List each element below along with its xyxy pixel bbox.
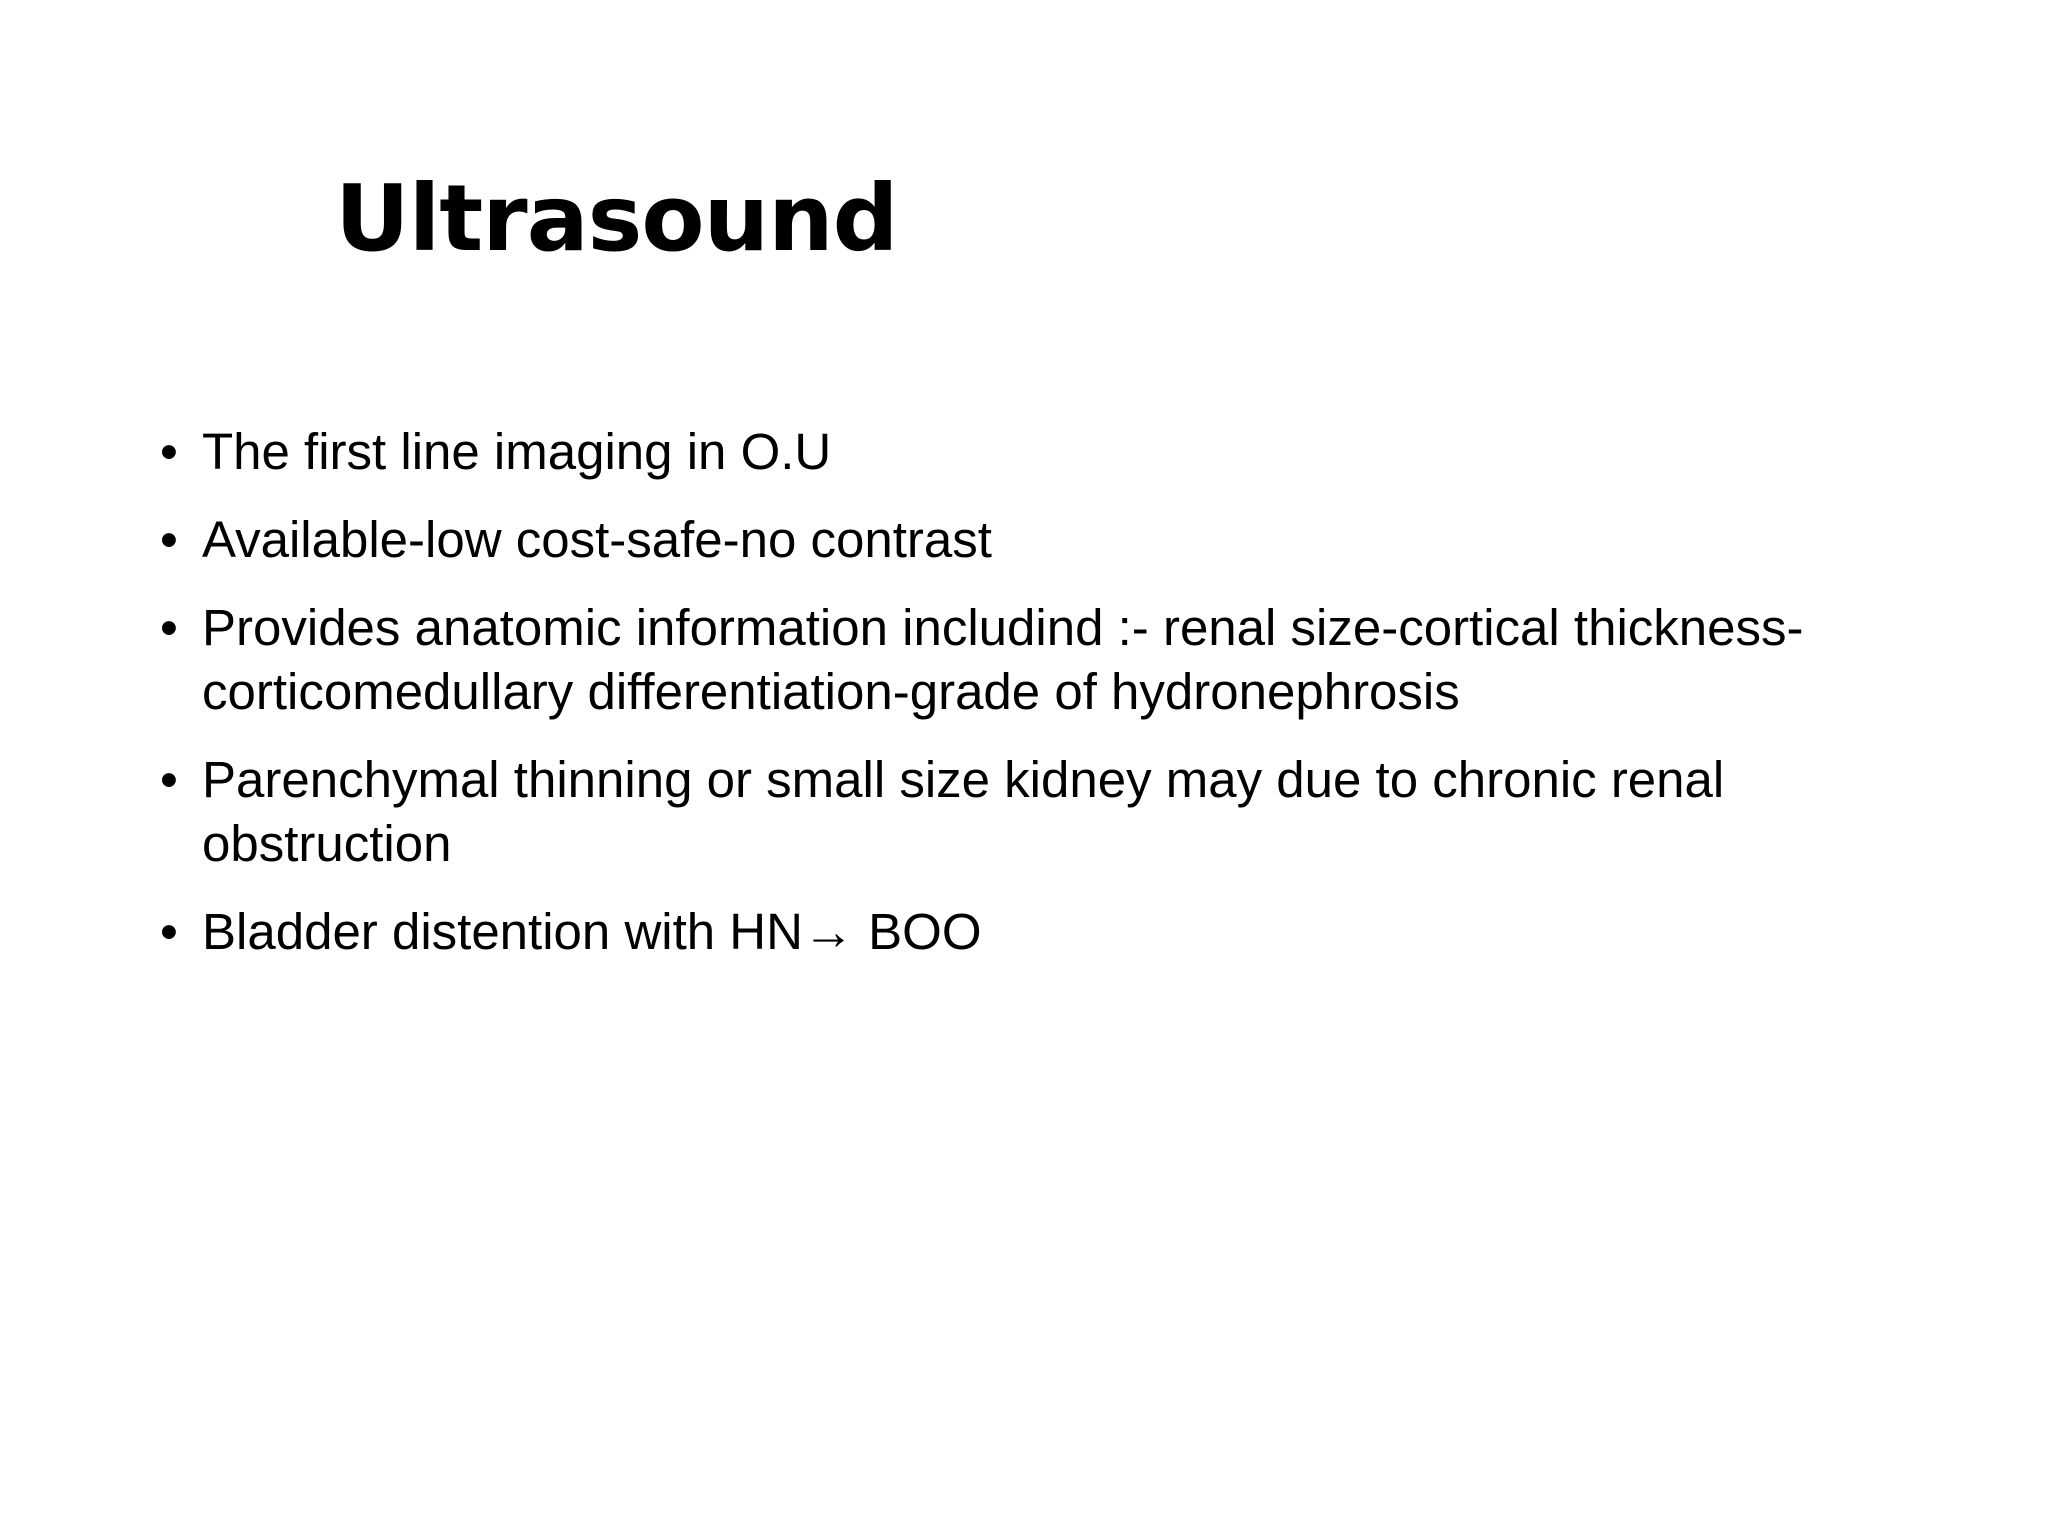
bullet-list bbox=[160, 420, 1950, 988]
bullet-text: Parenchymal thinning or small size kidney may due to chronic renal obstruction bbox=[202, 751, 1725, 872]
bullet-item bbox=[160, 596, 1950, 724]
bullet-icon: • bbox=[160, 511, 178, 568]
bullet-item bbox=[160, 748, 1950, 876]
bullet-item bbox=[160, 508, 1950, 572]
bullet-item bbox=[160, 900, 1950, 964]
bullet-icon: • bbox=[160, 423, 178, 480]
bullet-icon: • bbox=[160, 751, 178, 808]
bullet-item bbox=[160, 420, 1950, 484]
bullet-icon: • bbox=[160, 599, 178, 656]
bullet-icon: • bbox=[160, 903, 178, 960]
bullet-text: Bladder distention with HN→ BOO bbox=[202, 903, 982, 960]
slide-title: Ultrasound bbox=[335, 165, 898, 272]
bullet-text: Provides anatomic information includind :- renal size-cortical thickness-corticomedullary differentiation-grade of hydronephrosis bbox=[202, 599, 1804, 720]
bullet-text: Available-low cost-safe-no contrast bbox=[202, 511, 992, 568]
bullet-text: The first line imaging in O.U bbox=[202, 423, 832, 480]
